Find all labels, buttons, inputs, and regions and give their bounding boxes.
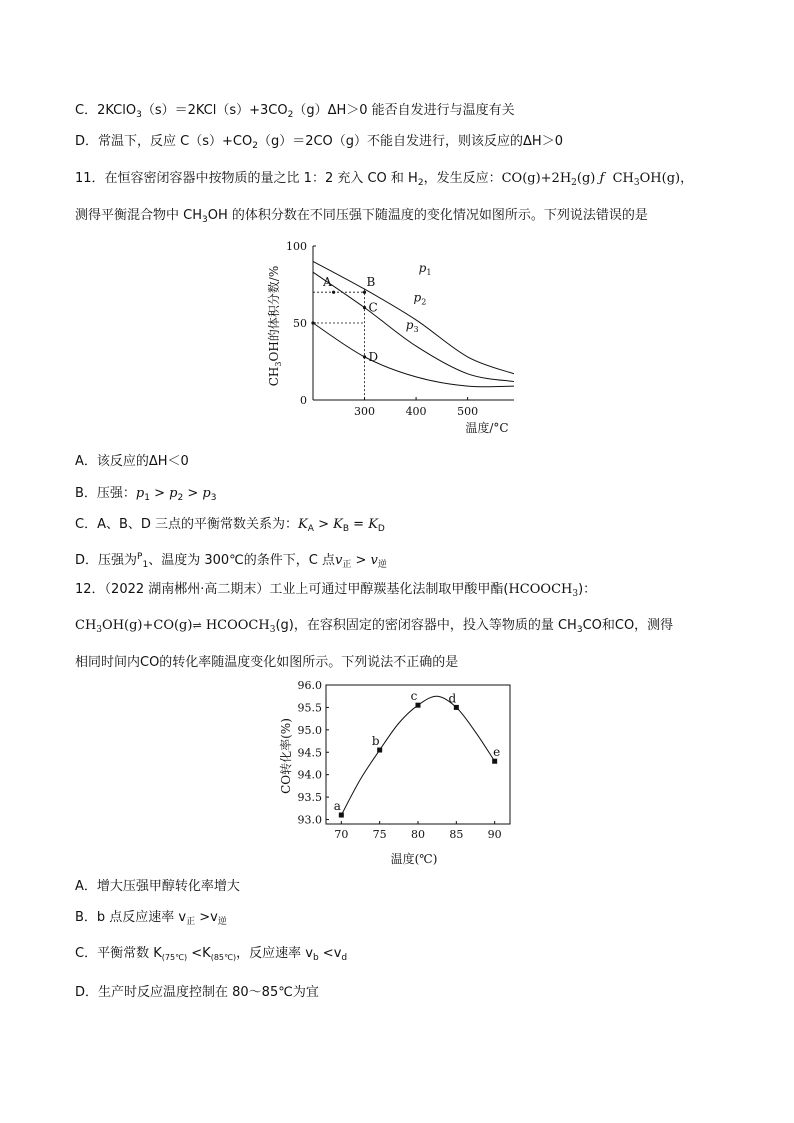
q11-stem-line1: 11．在恒容密闭容器中按物质的量之比 1：2 充入 CO 和 $H_2$，发生反应：$CO(g)+2H_2(g)$ ƒ $CH_3OH(g)$， [75, 171, 694, 188]
q11-curve-label-p1: $p_1$ [418, 261, 432, 278]
q11-curve-label-p3: $p_3$ [405, 318, 419, 335]
q11-curve-label-p2: $p_2$ [413, 290, 427, 307]
q11-y-axis-label: $CH_3OH$的体积分数/% [267, 265, 283, 387]
q11-point-label-C: C [368, 300, 378, 315]
equilibrium-symbol: ƒ [599, 171, 605, 186]
q11-y-tick-label: 0 [300, 394, 307, 407]
q12-point-label-b: b [371, 734, 380, 749]
q12-stem-line2: $CH_3OH(g)+CO(g)\rightleftharpoons$ $HCOOCH_3(g)$，在容积固定的密闭容器中，投入等物质的量 $CH_3CO$和CO，测得 [75, 618, 674, 635]
q12-x-tick-label: 85 [449, 828, 464, 841]
q11-curve-p1 [313, 261, 514, 373]
q12-y-tick-label: 94.5 [297, 746, 322, 760]
q12-x-tick-label: 70 [334, 828, 349, 841]
q12-x-tick-label: 90 [487, 828, 502, 841]
q11-point-C [363, 306, 366, 309]
q12-y-tick-label: 93.0 [297, 813, 322, 827]
q12-point-a [339, 813, 344, 818]
q12-chart [276, 676, 516, 868]
q12-point-label-d: d [448, 691, 457, 706]
q11-option-b: B．压强：$p_1 > p_2 > p_3$ [75, 486, 217, 503]
q12-stem-line1: 12．（2022 湖南郴州·高二期末）工业上可通过甲醇羰基化法制取甲酸甲酯$(HCOOCH_3)$： [75, 582, 597, 599]
q12-y-tick-label: 95.0 [297, 723, 322, 737]
q12-option-b: B．b 点反应速率 $v_正 >v_逆$ [75, 910, 227, 927]
reversible-arrow-icon: ⇌ [192, 619, 202, 632]
q11-chart [262, 238, 530, 438]
q12-point-label-a: a [333, 799, 341, 814]
q12-y-tick-label: 96.0 [297, 679, 322, 692]
q12-chart-plot [298, 679, 511, 841]
q12-point-label-e: e [493, 745, 501, 760]
q12-x-tick-label: 75 [372, 828, 387, 841]
q11-point-label-D: D [368, 349, 379, 364]
q11-point-label-B: B [366, 275, 376, 290]
q11-option-d: D．压强为$^P_1$、温度为 300℃的条件下，C 点$v_正 > v_逆$ [75, 552, 387, 570]
q11-point-A [332, 291, 335, 294]
q11-x-tick-label: 400 [405, 405, 427, 418]
q10-option-c: C．$2KClO_3(s)=2KCl(s)+3CO_2(g)\Delta H>0$ 能否自发进行与温度有关 [75, 103, 515, 120]
q11-point-axis-50 [311, 321, 314, 324]
q11-point-D [363, 355, 366, 358]
q11-x-tick-label: 300 [354, 405, 376, 418]
q12-point-c [416, 703, 421, 708]
q12-x-tick-label: 80 [411, 828, 425, 841]
q12-y-tick-label: 94.0 [297, 768, 322, 782]
q12-curve [341, 696, 494, 815]
q11-y-tick-label: 100 [286, 240, 307, 253]
q11-point-label-A: A [322, 275, 332, 290]
q12-option-d: D．生产时反应温度控制在 80～85℃为宜 [75, 985, 319, 1000]
q11-x-tick-label: 500 [457, 405, 479, 418]
q12-point-b [377, 748, 382, 753]
q11-x-axis-label: 温度/°C [465, 421, 509, 435]
q12-y-axis-label: CO转化率(%) [279, 718, 293, 794]
q11-chart-plot [286, 240, 514, 418]
q11-option-a: A．该反应的ΔH＜0 [75, 454, 189, 469]
q12-point-d [454, 705, 459, 710]
q12-point-e [492, 759, 497, 764]
q12-stem-line3: 相同时间内CO的转化率随温度变化如图所示。下列说法不正确的是 [75, 655, 459, 670]
q12-x-axis-label: 温度(℃) [390, 852, 438, 866]
q11-option-c: C．A、B、D 三点的平衡常数关系为：$K_A > K_B = K_D$ [75, 517, 385, 534]
q12-y-tick-label: 93.5 [297, 791, 322, 805]
q12-point-label-c: c [410, 689, 418, 704]
q11-point-B [363, 291, 366, 294]
q12-option-c: C．平衡常数 $K_{(75℃)} <K_{(85℃)}$，反应速率 $v_b <v_d$ [75, 946, 348, 963]
q12-y-tick-label: 95.5 [297, 701, 322, 715]
q12-option-a: A．增大压强甲醇转化率增大 [75, 879, 240, 894]
q11-y-tick-label: 50 [293, 317, 307, 330]
q11-stem-line2: 测得平衡混合物中 $CH_3OH$ 的体积分数在不同压强下随温度的变化情况如图所示。下列说法错误的是 [75, 208, 648, 225]
q10-option-d: D．常温下，反应 $C(s)+CO_2(g)=2CO(g)$不能自发进行，则该反应的ΔH＞0 [75, 134, 563, 151]
